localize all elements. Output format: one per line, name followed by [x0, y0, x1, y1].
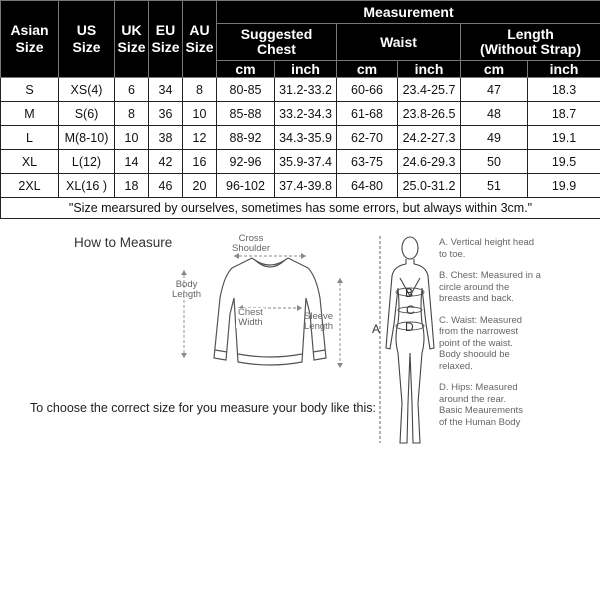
unit-header: cm	[217, 61, 275, 78]
table-cell: 96-102	[217, 174, 275, 198]
legend-item-c: C. Waist: Measured from the narrowest point of the waist. Body shoould be relaxed.	[439, 314, 523, 372]
table-cell: 16	[183, 150, 217, 174]
suggested-chest-header: Suggested Chest	[217, 24, 337, 61]
body-length-label: Body Length	[172, 279, 202, 300]
body-figure	[372, 228, 442, 458]
label-b: B	[405, 286, 414, 300]
table-cell: XL(16 )	[59, 174, 115, 198]
table-cell: 85-88	[217, 102, 275, 126]
table-cell: 19.5	[528, 150, 600, 174]
label-c: C	[406, 303, 415, 317]
table-cell: S(6)	[59, 102, 115, 126]
human-body-icon	[372, 228, 442, 453]
table-cell: 60-66	[337, 78, 398, 102]
table-cell: 42	[149, 150, 183, 174]
table-row	[1, 126, 600, 150]
uk-size-header: UK Size	[115, 1, 149, 78]
size-chart-table	[0, 0, 600, 219]
table-cell: 10	[115, 126, 149, 150]
legend-item-a: A. Vertical height head to toe.	[439, 237, 535, 260]
table-cell: 47	[461, 78, 528, 102]
au-size-header: AU Size	[183, 1, 217, 78]
table-row	[1, 78, 600, 102]
measurement-note: "Size mearsured by ourselves, sometimes has some errors, but always within 3cm."	[1, 198, 600, 219]
table-cell: 80-85	[217, 78, 275, 102]
table-cell: 8	[115, 102, 149, 126]
table-cell: 33.2-34.3	[275, 102, 337, 126]
table-cell: 64-80	[337, 174, 398, 198]
waist-header: Waist	[337, 24, 461, 61]
eu-size-header: EU Size	[149, 1, 183, 78]
table-cell: 61-68	[337, 102, 398, 126]
measurement-header: Measurement	[217, 1, 600, 24]
table-cell: L(12)	[59, 150, 115, 174]
table-cell: 48	[461, 102, 528, 126]
legend-item-d: D. Hips: Measured around the rear. Basic Meaurements of the Human Body	[439, 382, 523, 428]
garment-diagram	[170, 228, 370, 393]
unit-header: cm	[461, 61, 528, 78]
table-cell: 31.2-33.2	[275, 78, 337, 102]
table-cell: 2XL	[1, 174, 59, 198]
table-cell: 24.6-29.3	[398, 150, 461, 174]
table-cell: XL	[1, 150, 59, 174]
unit-header: cm	[337, 61, 398, 78]
table-cell: 92-96	[217, 150, 275, 174]
table-cell: 35.9-37.4	[275, 150, 337, 174]
table-row	[1, 174, 600, 198]
chest-width-label: Chest Width	[238, 307, 263, 328]
table-cell: L	[1, 126, 59, 150]
cross-shoulder-label: Cross Shoulder	[232, 233, 271, 254]
unit-header: inch	[528, 61, 600, 78]
table-cell: 23.8-26.5	[398, 102, 461, 126]
unit-header: inch	[275, 61, 337, 78]
table-cell: 10	[183, 102, 217, 126]
table-cell: 20	[183, 174, 217, 198]
length-header: Length (Without Strap)	[461, 24, 600, 61]
measure-instruction: To choose the correct size for you measure your body like this:	[30, 401, 376, 415]
table-row	[1, 150, 600, 174]
table-cell: 51	[461, 174, 528, 198]
us-size-header: US Size	[59, 1, 115, 78]
label-a: A	[372, 322, 381, 336]
table-cell: 25.0-31.2	[398, 174, 461, 198]
unit-header: inch	[398, 61, 461, 78]
table-cell: 23.4-25.7	[398, 78, 461, 102]
table-cell: 34.3-35.9	[275, 126, 337, 150]
table-cell: 46	[149, 174, 183, 198]
measurement-legend	[439, 237, 599, 438]
table-cell: XS(4)	[59, 78, 115, 102]
table-cell: 18	[115, 174, 149, 198]
table-cell: 37.4-39.8	[275, 174, 337, 198]
table-cell: 38	[149, 126, 183, 150]
table-cell: 14	[115, 150, 149, 174]
asian-size-header: Asian Size	[1, 1, 59, 78]
table-cell: 88-92	[217, 126, 275, 150]
table-cell: M	[1, 102, 59, 126]
table-cell: 18.3	[528, 78, 600, 102]
table-cell: M(8-10)	[59, 126, 115, 150]
table-cell: 63-75	[337, 150, 398, 174]
table-cell: 34	[149, 78, 183, 102]
table-cell: S	[1, 78, 59, 102]
table-cell: 62-70	[337, 126, 398, 150]
table-row	[1, 102, 600, 126]
table-cell: 6	[115, 78, 149, 102]
sleeve-length-label: Sleeve Length	[304, 311, 334, 332]
table-cell: 18.7	[528, 102, 600, 126]
table-cell: 19.1	[528, 126, 600, 150]
table-cell: 8	[183, 78, 217, 102]
table-cell: 24.2-27.3	[398, 126, 461, 150]
table-cell: 19.9	[528, 174, 600, 198]
table-cell: 12	[183, 126, 217, 150]
label-d: D	[405, 320, 414, 334]
table-cell: 50	[461, 150, 528, 174]
table-cell: 36	[149, 102, 183, 126]
how-to-measure-title: How to Measure	[74, 235, 173, 250]
legend-item-b: B. Chest: Measured in a circle around the breasts and back.	[439, 270, 541, 304]
table-cell: 49	[461, 126, 528, 150]
